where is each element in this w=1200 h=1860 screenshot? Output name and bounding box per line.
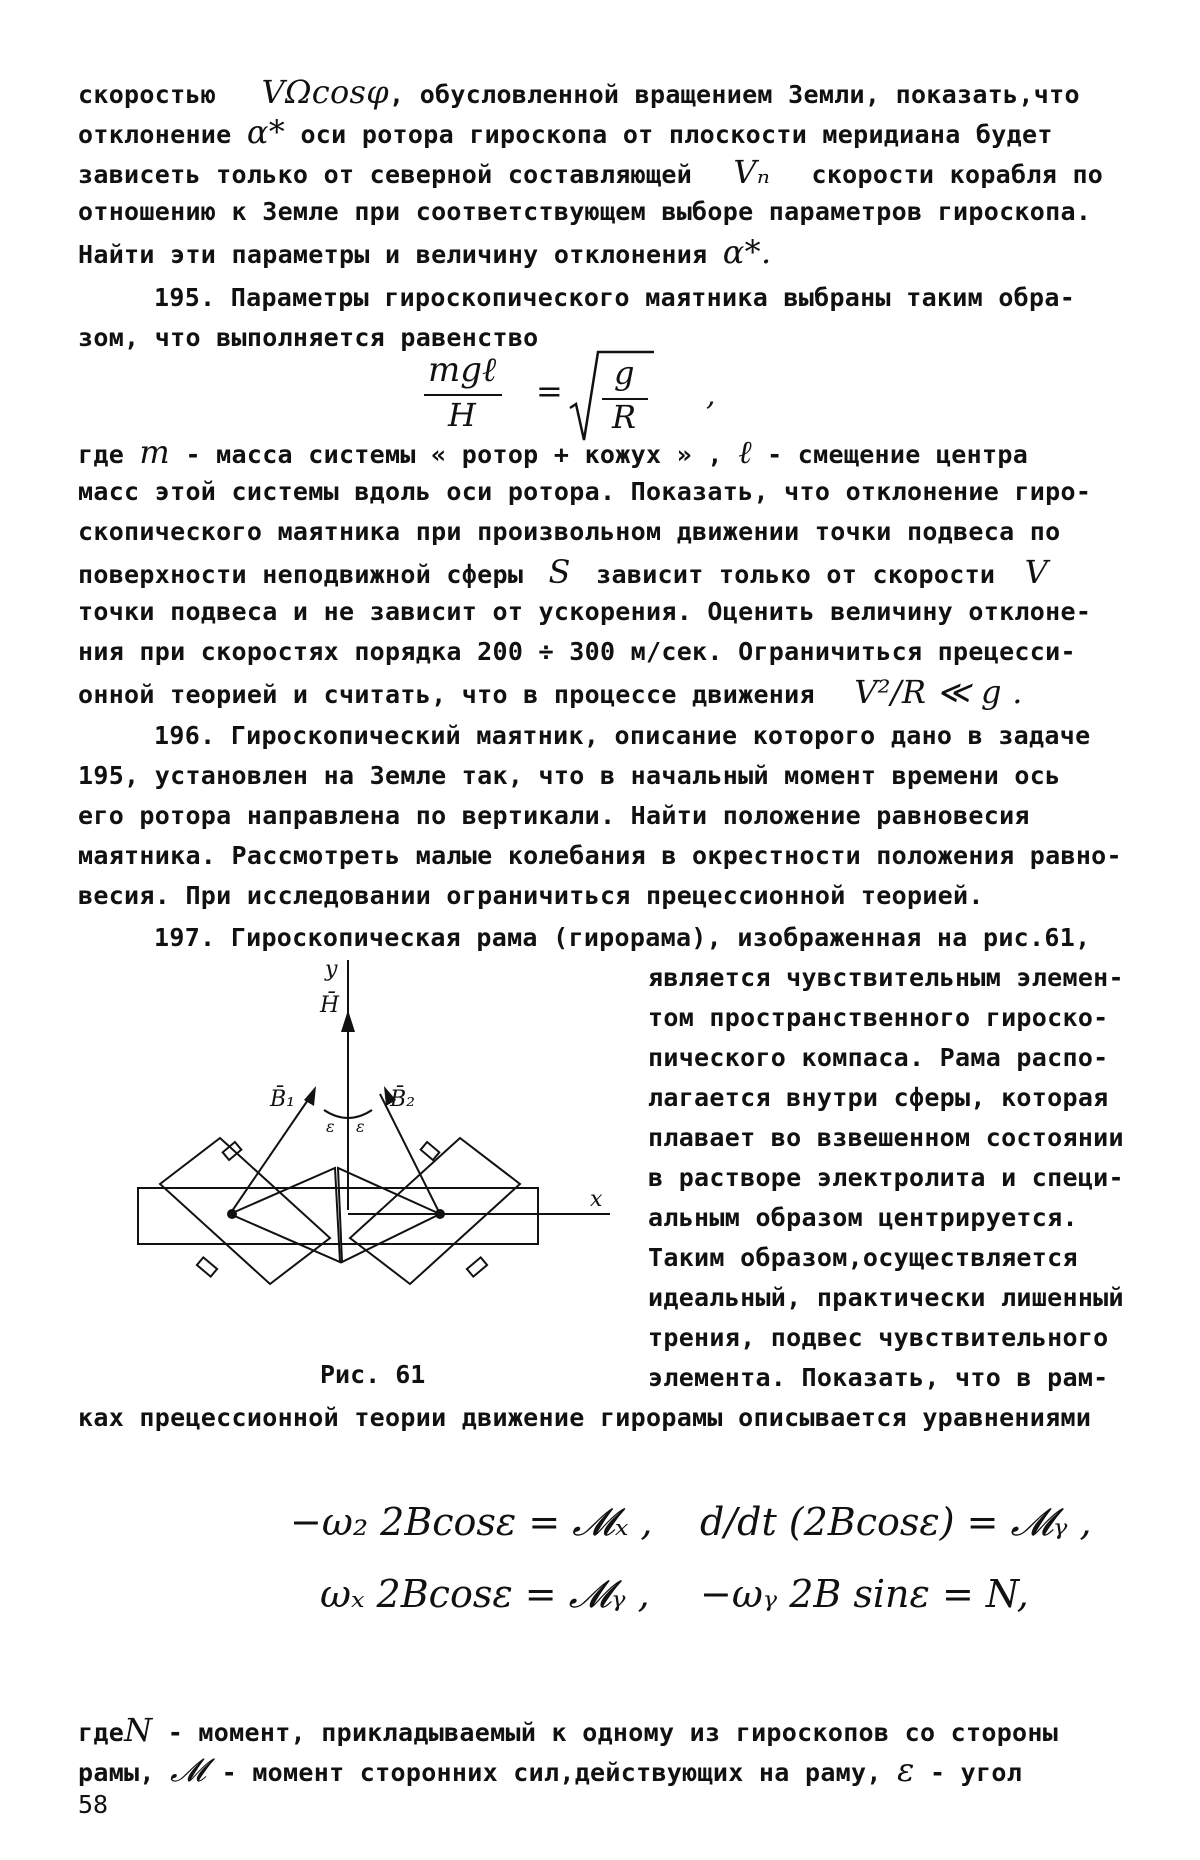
line-text: масс этой системы вдоль оси ротора. Показать, что отклонение гиро- [78,477,1092,506]
text-line [78,1710,1058,1753]
text-line [78,672,1023,715]
text-line [648,1198,1078,1238]
small-block [197,1257,217,1276]
line-text: ках прецессионной теории движение гирорамы описывается уравнениями [78,1403,1092,1432]
text-line [78,112,1053,155]
eq-equals: = [536,372,563,410]
text-line [78,1750,1022,1793]
line-text: лагается внутри сферы, которая [648,1083,1109,1112]
line-text: плавает во взвешенном состоянии [648,1123,1124,1152]
formula-inline: V [1024,553,1049,591]
text-line [78,512,1060,552]
label-H: H̄ [320,993,340,1018]
formula-inline: α* [246,113,286,151]
formula-inline: Vₙ [733,153,771,191]
h-arrow-head [341,1010,355,1032]
text-line [648,1038,1109,1078]
left-housing [160,1138,330,1284]
formula-inline: VΩcosφ [261,73,389,111]
left-rotor [230,1168,340,1262]
line-text: трения, подвес чувствительного [648,1323,1109,1352]
text-line [154,716,1090,756]
text-line [648,1158,1124,1198]
line-text: зом, что выполняется равенство [78,323,539,352]
label-B1: B̄₁ [270,1087,295,1112]
eq-rad-den: R [612,398,637,436]
text-line [648,958,1124,998]
eq-rad-num: g [614,354,635,392]
text-line [78,796,1030,836]
text-line [648,1238,1078,1278]
line-text: поверхности неподвижной сферы [78,560,524,589]
text-line [78,876,984,916]
text-line [78,152,1103,195]
line-text: зависеть только от северной составляющей [78,160,693,189]
text-line [648,1278,1124,1318]
line-text: весия. При исследовании ограничиться прецессионной теорией. [78,881,984,910]
eq-denominator: H [448,396,476,434]
label-B2: B̄₂ [390,1087,415,1112]
text-line [78,432,1028,475]
label-x: x [590,1187,603,1212]
equation-display [420,350,740,440]
line-text: - угол [929,1758,1023,1787]
line-text: отношению к Земле при соответствующем выборе параметров гироскопа. [78,197,1092,226]
text-line [78,192,1091,232]
equation-4: −ωᵧ 2B sinε = N, [700,1572,1029,1616]
eq-numerator: mgℓ [428,350,497,390]
formula-inline: S [548,553,571,591]
line-text: скорости корабля по [811,160,1104,189]
text-line [154,278,1075,318]
text-line [648,1318,1109,1358]
vector-b2 [380,1094,440,1214]
text-line [154,918,1090,958]
line-text: является чувствительным элемен- [648,963,1124,992]
small-block [421,1142,440,1160]
text-line [78,472,1091,512]
line-text: оси ротора гироскопа от плоскости меридиана будет [300,120,1053,149]
line-text: пического компаса. Рама распо- [648,1043,1109,1072]
left-pivot [227,1209,237,1219]
label-eps1: ε [326,1117,335,1136]
line-text: идеальный, практически лишенный [648,1283,1124,1312]
line-text: маятника. Рассмотреть малые колебания в окрестности положения равно- [78,841,1122,870]
line-text: ния при скоростях порядка 200 ÷ 300 м/сек. Ограничиться прецесси- [78,637,1076,666]
text-line [78,232,771,275]
small-block [223,1142,242,1160]
line-text: зависит только от скорости [596,560,996,589]
line-text: Найти эти параметры и величину отклонения [78,240,708,269]
text-line [78,592,1091,632]
text-line [78,1398,1091,1438]
line-text: - масса системы « ротор + кожух » , [185,440,723,469]
line-text: - момент сторонних сил,действующих на раму, [221,1758,882,1787]
text-line [78,632,1076,672]
line-text: скоростью [78,80,217,109]
line-text: его ротора направлена по вертикали. Найти положение равновесия [78,801,1030,830]
formula-inline: ε [897,1751,915,1789]
right-pivot [435,1209,445,1219]
line-text: 197. Гироскопическая рама (гирорама), изображенная на рис.61, [154,923,1091,952]
line-text: в растворе электролита и специ- [648,1163,1124,1192]
line-text: Таким образом,осуществляется [648,1243,1078,1272]
line-text: рамы, [78,1758,155,1787]
line-text: элемента. Показать, что в рам- [648,1363,1109,1392]
formula-inline: m [139,433,171,471]
line-text: , обусловленной вращением Земли, показать,что [389,80,1080,109]
formula-inline: α*. [722,233,772,271]
label-eps2: ε [356,1117,365,1136]
small-block [467,1257,487,1276]
text-line [78,72,1080,115]
figure-caption: Рис. 61 [320,1360,426,1389]
line-text: онной теорией и считать, что в процессе движения [78,680,815,709]
line-text: точки подвеса и не зависит от ускорения. Оценить величину отклоне- [78,597,1092,626]
line-text: альным образом центрируется. [648,1203,1078,1232]
line-text: 195. Параметры гироскопического маятника выбраны таким обра- [154,283,1076,312]
figure-gyroframe [120,957,620,1350]
formula-inline: V²/R ≪ g . [854,673,1023,711]
line-text: отклонение [78,120,232,149]
line-text: - момент, прикладываемый к одному из гироскопов со стороны [167,1718,1059,1747]
line-text: 196. Гироскопический маятник, описание которого дано в задаче [154,721,1091,750]
equation-1: −ω₂ 2Bcosε = 𝓜ₓ , [290,1500,653,1544]
text-line [78,552,1048,595]
label-y: y [325,957,338,982]
line-text: где [78,1718,125,1747]
text-line [78,836,1122,876]
text-line [648,1078,1109,1118]
line-text: том пространственного гироско- [648,1003,1109,1032]
formula-inline: N [124,1711,153,1749]
line-text: - смещение центра [767,440,1029,469]
page-number: 58 [78,1790,109,1819]
line-text: 195, установлен на Земле так, что в начальный момент времени ось [78,761,1061,790]
text-line [648,998,1109,1038]
line-text: скопического маятника при произвольном движении точки подвеса по [78,517,1061,546]
text-line [648,1118,1124,1158]
text-line [78,756,1060,796]
formula-inline: ℓ [738,433,752,471]
text-line [648,1358,1109,1398]
equation-3: ωₓ 2Bcosε = 𝓜ᵧ , [320,1572,650,1616]
line-text: где [78,440,125,469]
equation-2: d/dt (2Bcosε) = 𝓜ᵧ , [700,1500,1092,1544]
eq-comma: , [706,378,716,413]
formula-inline: 𝓜 [170,1751,207,1789]
